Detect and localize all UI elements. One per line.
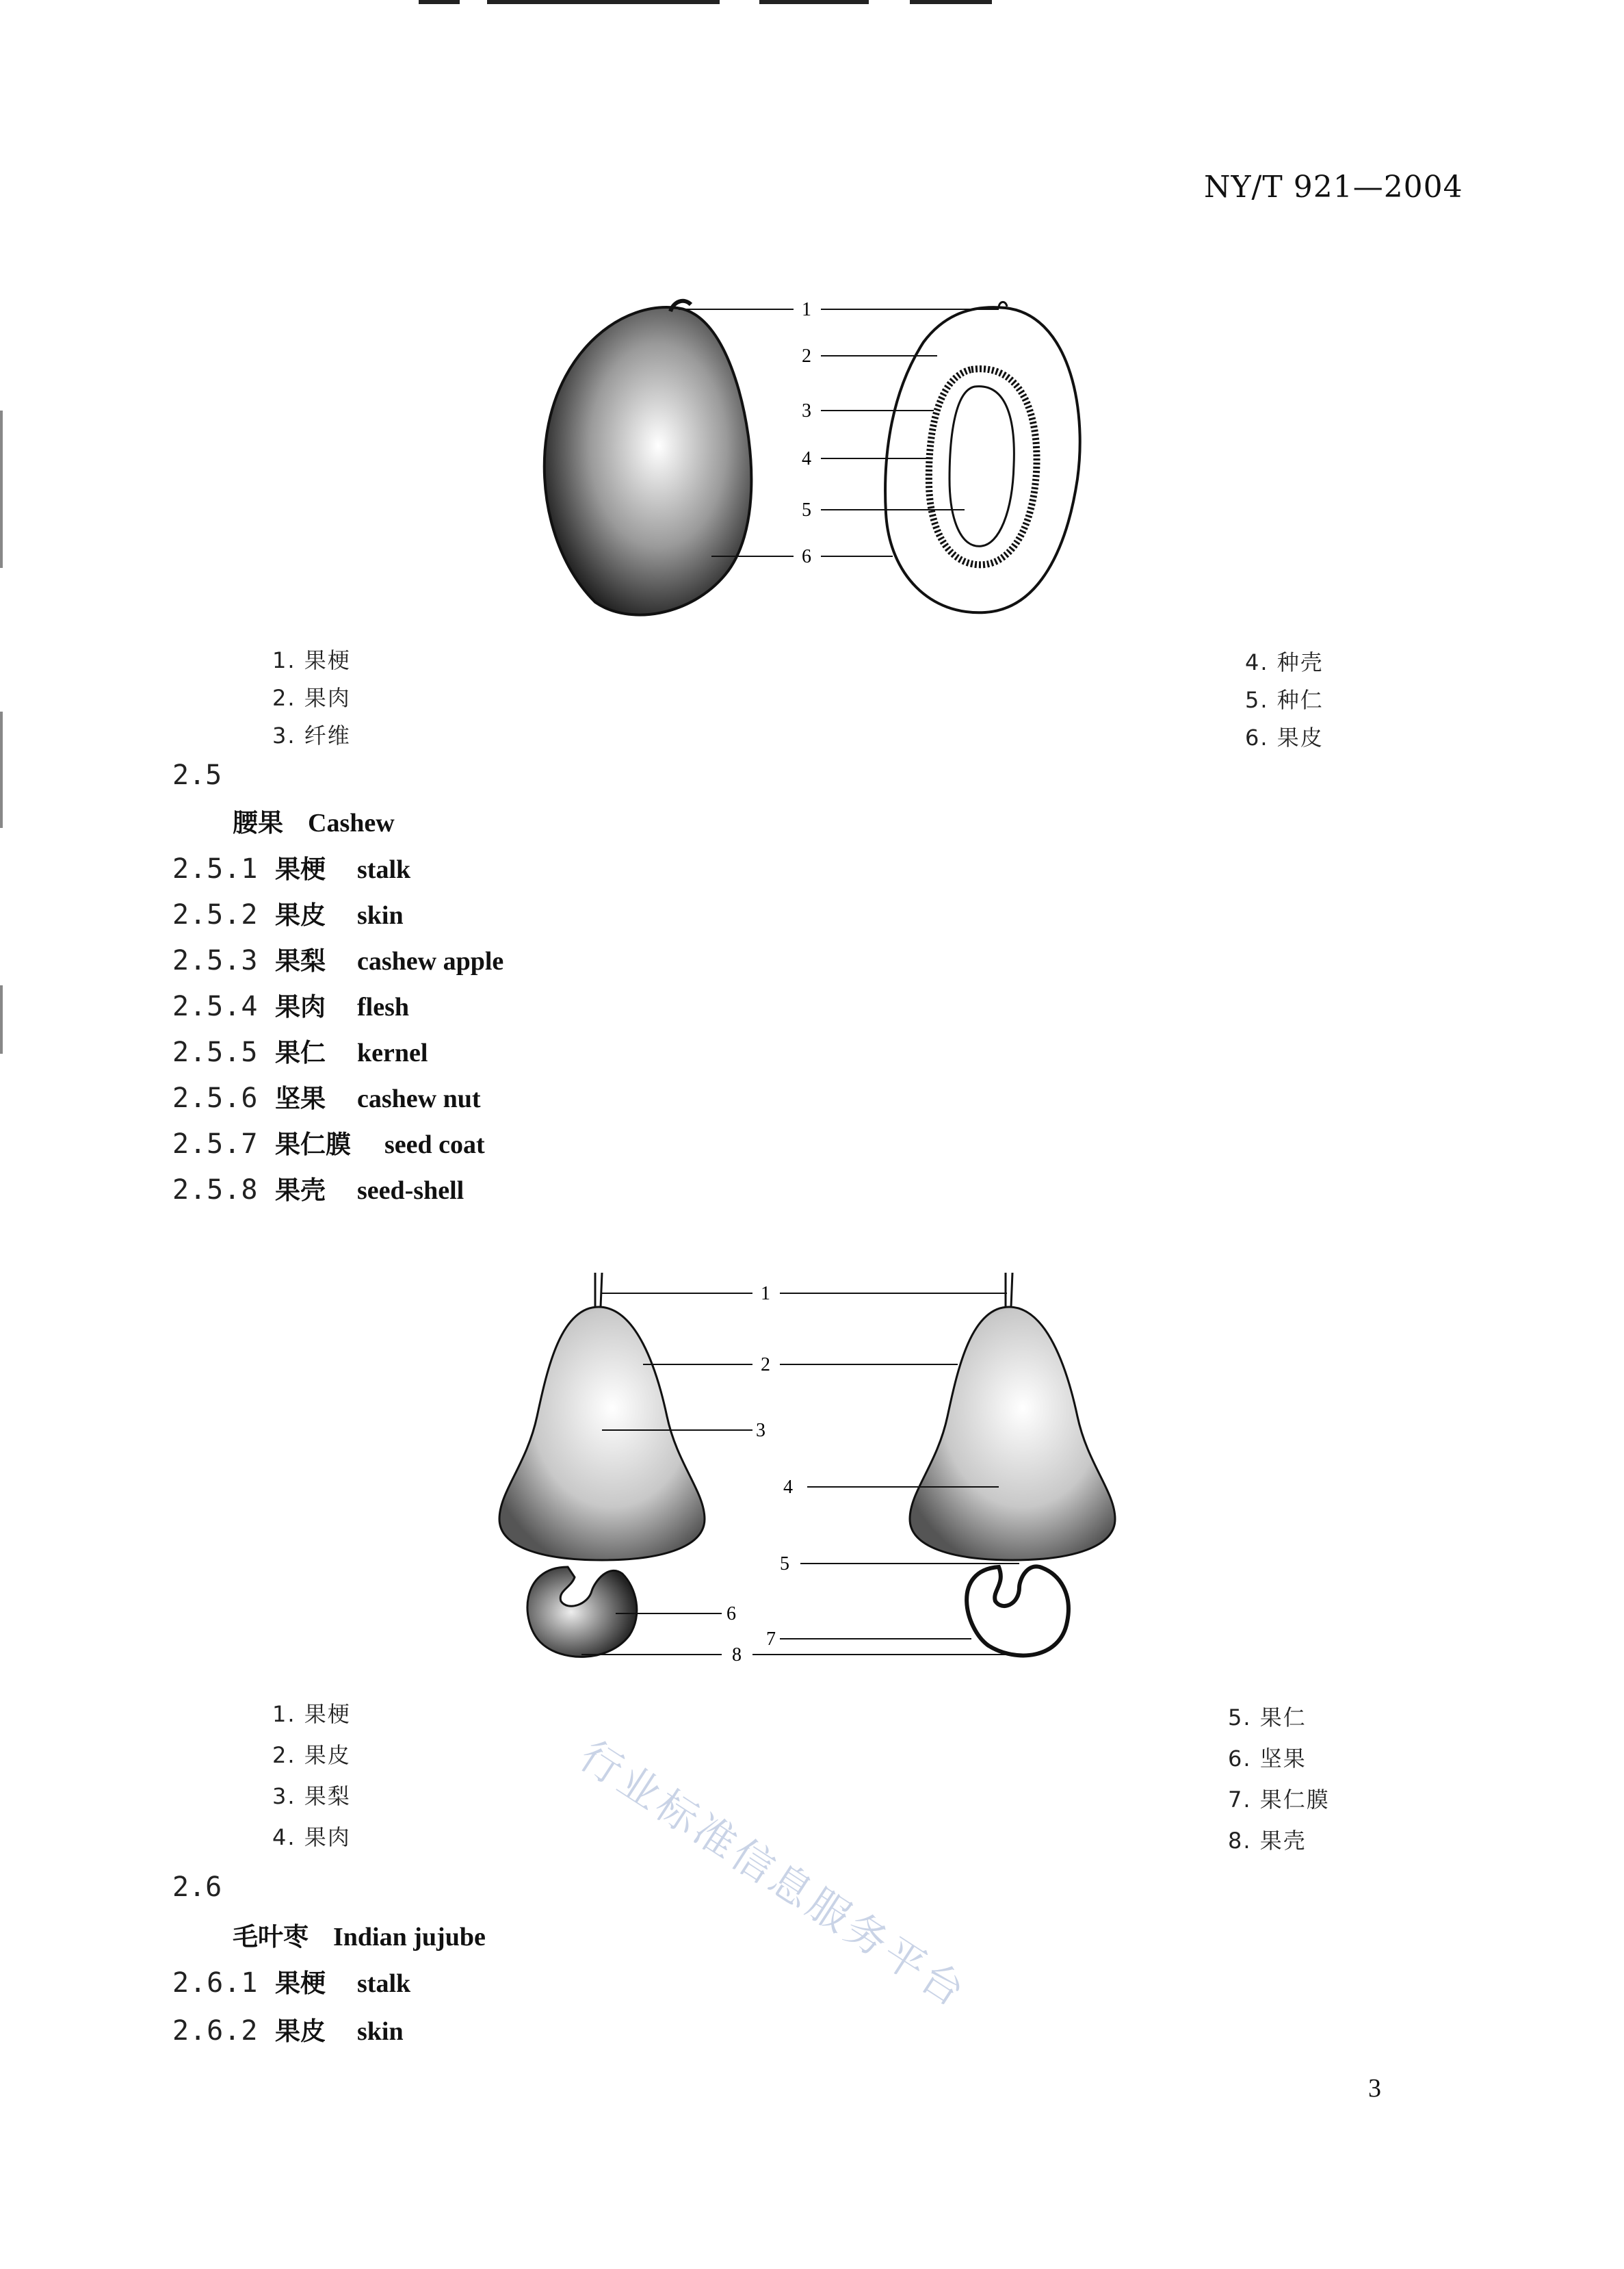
callout-3: 3 [802,400,811,422]
term-number: 2.5.5 [172,1037,259,1068]
mango-kernel [949,387,1014,547]
legend-item: 2. 果皮 [272,1742,351,1768]
term-number: 2.6.2 [172,2015,259,2047]
term-row [172,1032,428,1069]
cashew-apple-section [910,1307,1115,1560]
term-cn: 果梗 [275,1969,326,1998]
term-row [172,1169,464,1206]
callout-4: 4 [802,448,811,469]
legend-item: 7. 果仁膜 [1228,1787,1330,1813]
top-rule-segment [759,0,869,4]
term-cn: 果皮 [275,2017,326,2046]
term-en: stalk [357,855,411,884]
term-cn: 果仁 [275,1038,326,1067]
callout-5: 5 [780,1553,789,1574]
legend-item: 3. 纤维 [272,723,351,749]
section-number: 2.6 [172,1871,222,1903]
heading-en: Indian jujube [333,1923,486,1952]
mango-figure [520,287,1108,630]
page-number: 3 [1368,2074,1381,2103]
term-row [172,1962,410,1999]
legend-item: 3. 果梨 [272,1783,351,1809]
legend-item: 5. 果仁 [1228,1704,1307,1730]
cashew-nut-left [527,1567,637,1657]
legend-item: 5. 种仁 [1245,687,1324,713]
callout-4: 4 [783,1477,793,1498]
legend-item: 1. 果梗 [272,1701,351,1727]
callout-5: 5 [802,500,811,521]
term-cn: 果壳 [275,1176,326,1205]
top-rule-segment [487,0,720,4]
term-number: 2.5.2 [172,899,259,931]
standard-number: NY/T 921—2004 [1204,170,1463,205]
section-heading [233,802,395,839]
callout-3: 3 [756,1420,765,1441]
term-cn: 坚果 [275,1084,326,1113]
top-rule-segment [910,0,992,4]
term-row [172,986,409,1023]
callout-1: 1 [802,299,811,320]
term-cn: 果仁膜 [275,1130,351,1159]
term-number: 2.5.1 [172,853,259,885]
term-cn: 果梨 [275,946,326,976]
callout-6: 6 [726,1603,736,1624]
legend-item: 6. 坚果 [1228,1746,1307,1772]
margin-mark [0,411,3,568]
term-cn: 果皮 [275,900,326,930]
term-number: 2.5.7 [172,1128,259,1160]
callout-7: 7 [766,1629,776,1650]
heading-cn: 腰果 [233,808,283,838]
term-en: seed coat [384,1130,485,1159]
cashew-nut-section [967,1566,1069,1655]
term-en: skin [357,2017,404,2046]
term-row [172,940,503,977]
term-number: 2.5.4 [172,991,259,1022]
callout-8: 8 [732,1644,742,1665]
cashew-stalk-right [1006,1273,1012,1307]
term-number: 2.5.6 [172,1082,259,1114]
term-row [172,2010,404,2047]
callout-1: 1 [761,1283,770,1304]
term-en: flesh [357,993,409,1022]
callout-2: 2 [802,346,811,367]
cashew-stalk-left [595,1273,602,1307]
term-row [172,1124,485,1161]
legend-item: 8. 果壳 [1228,1828,1307,1854]
whole-mango [545,307,752,615]
term-en: kernel [357,1039,428,1067]
term-number: 2.5.3 [172,945,259,976]
term-en: seed-shell [357,1176,464,1205]
legend-item: 2. 果肉 [272,685,351,711]
legend-item: 4. 果肉 [272,1824,351,1850]
callout-2: 2 [761,1354,770,1375]
top-rule-segment [419,0,460,4]
margin-mark [0,712,3,828]
heading-cn: 毛叶枣 [233,1922,309,1952]
term-row [172,848,410,885]
term-cn: 果梗 [275,855,326,884]
watermark: 行业标准信息服务平台 [571,1731,976,2019]
cashew-figure [479,1266,1136,1690]
section-heading [233,1916,486,1953]
term-en: stalk [357,1969,411,1998]
cashew-apple-whole [499,1307,705,1560]
term-row [172,894,404,931]
margin-mark [0,985,3,1054]
legend-item: 1. 果梗 [272,647,351,673]
term-en: skin [357,901,404,930]
term-number: 2.5.8 [172,1174,259,1206]
term-cn: 果肉 [275,992,326,1022]
legend-item: 4. 种壳 [1245,649,1324,675]
term-en: cashew nut [357,1085,481,1113]
legend-item: 6. 果皮 [1245,725,1324,751]
term-row [172,1078,481,1115]
term-en: cashew apple [357,947,504,976]
section-number: 2.5 [172,760,222,791]
heading-en: Cashew [308,809,395,838]
term-number: 2.6.1 [172,1967,259,1999]
callout-6: 6 [802,546,811,567]
